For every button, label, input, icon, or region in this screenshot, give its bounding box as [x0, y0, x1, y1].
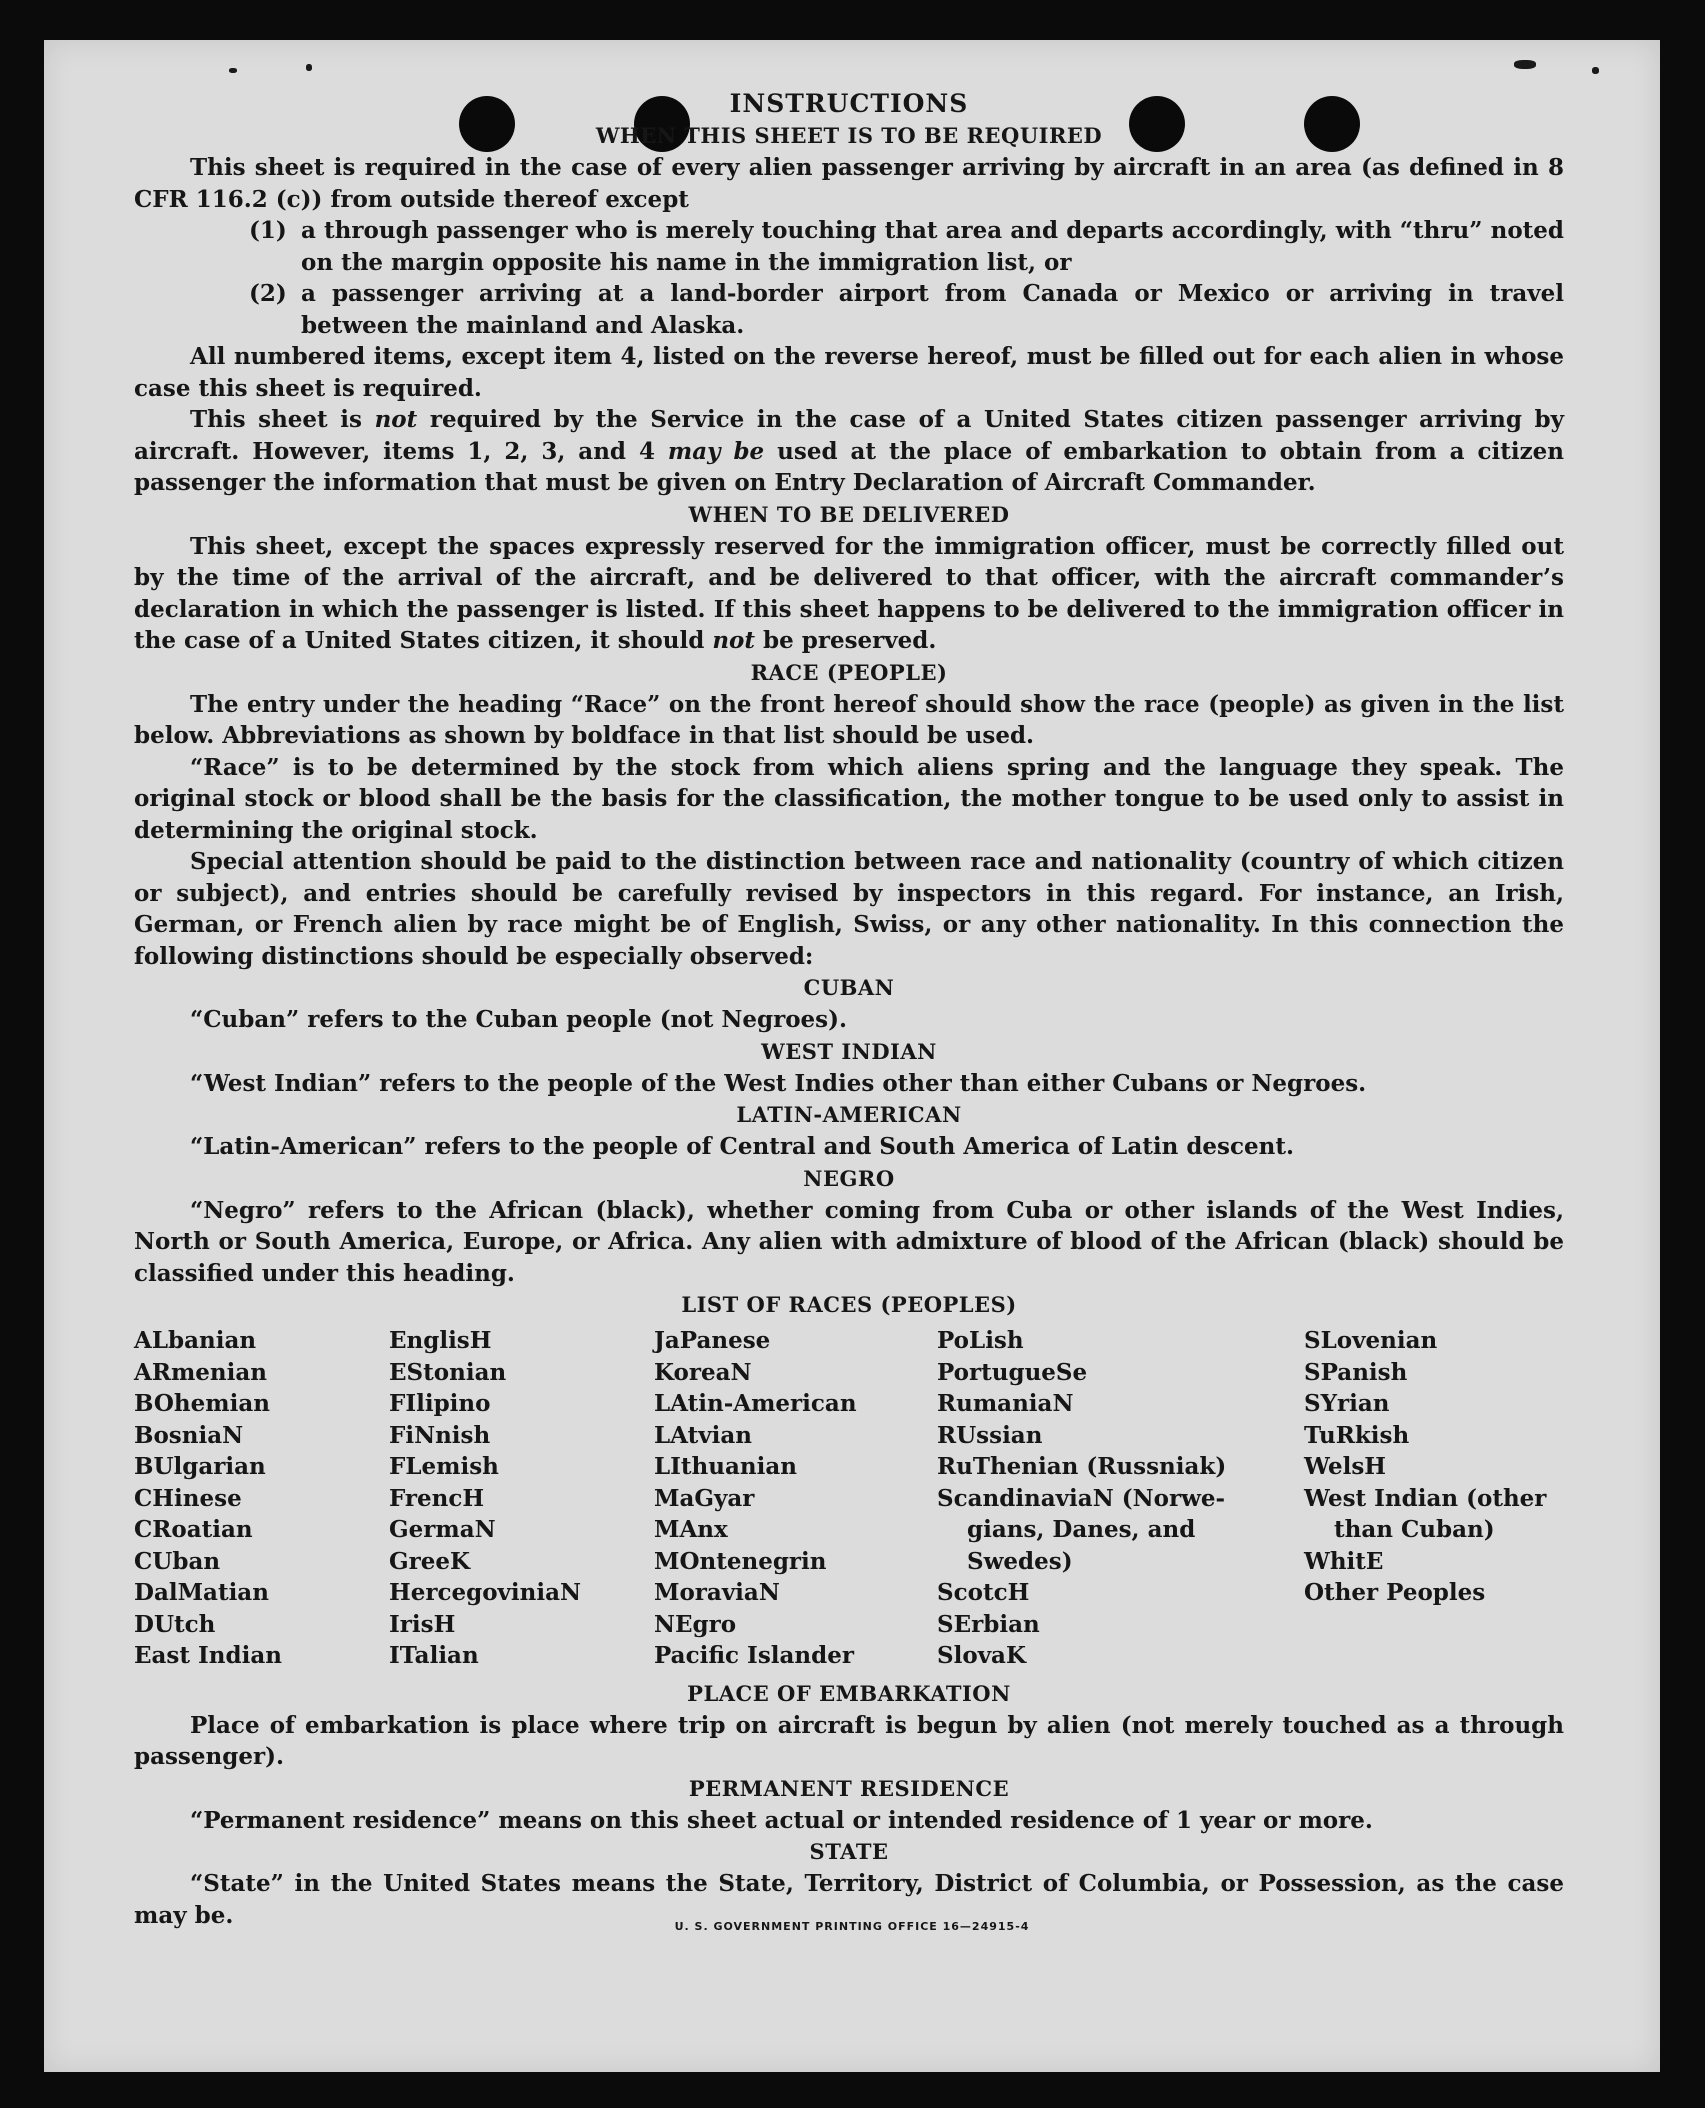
- section-heading-latin-american: LATIN-AMERICAN: [736, 1102, 962, 1127]
- race-item: PortugueSe: [937, 1358, 1088, 1386]
- race-item: NEgro: [654, 1610, 737, 1638]
- condition-item: [249, 215, 1564, 278]
- race-item: FLemish: [389, 1453, 499, 1480]
- section-heading-west-indian: WEST INDIAN: [761, 1038, 937, 1064]
- races-column-2: [389, 1325, 654, 1672]
- ink-speck: [1514, 60, 1536, 69]
- race-item: MoraviaN: [654, 1579, 780, 1606]
- race-item: CHinese: [134, 1484, 242, 1512]
- paragraph: This sheet is not required by the Service in the case of a United States citizen passenger arriving by aircraft. However, items 1, 2, 3, and 4 may be used at the place of embarkation to obtain from a citizen passenger the information that must be given on Entry Declaration of Aircraft Commander.: [134, 406, 1565, 496]
- race-item: BUlgarian: [134, 1453, 266, 1480]
- race-item: FrencH: [389, 1484, 485, 1512]
- race-item: RumaniaN: [937, 1390, 1074, 1417]
- section-heading-race: RACE (PEOPLE): [750, 659, 948, 685]
- section-heading-negro: NEGRO: [803, 1165, 895, 1191]
- race-item: Other Peoples: [1304, 1579, 1486, 1606]
- race-item: ScotcH: [937, 1579, 1030, 1606]
- race-item: WelsH: [1304, 1453, 1387, 1480]
- paragraph: “Race” is to be determined by the stock from which aliens spring and the language they speak. The original stock or blood shall be the basis for the classification, the mother tongue to be used only to assist in determining the original stock.: [134, 753, 1564, 844]
- paragraph: “West Indian” refers to the people of the West Indies other than either Cubans or Negroes.: [190, 1069, 1367, 1097]
- race-item: PoLish: [937, 1327, 1024, 1354]
- race-item: KoreaN: [654, 1358, 752, 1386]
- printer-imprint: U. S. GOVERNMENT PRINTING OFFICE 16—24915-4: [674, 1920, 1030, 1933]
- race-item: LAtvian: [654, 1421, 752, 1449]
- instructions-body: [134, 88, 1564, 1931]
- race-item: than Cuban): [1334, 1516, 1495, 1543]
- race-item: WhitE: [1304, 1547, 1384, 1575]
- item-number: (1): [249, 217, 287, 244]
- races-column-5: [1304, 1325, 1564, 1672]
- race-item: EnglisH: [389, 1327, 492, 1354]
- race-item: gians, Danes, and: [967, 1516, 1196, 1543]
- section-heading-cuban: CUBAN: [803, 975, 895, 1000]
- race-item: CRoatian: [134, 1516, 253, 1543]
- race-item: TuRkish: [1304, 1421, 1410, 1449]
- race-item: Pacific Islander: [654, 1642, 854, 1669]
- item-text: a passenger arriving at a land-border airport from Canada or Mexico or arriving in travel between the mainland and Alaska.: [301, 280, 1564, 339]
- race-item: RUssian: [937, 1421, 1043, 1449]
- race-item: SlovaK: [937, 1642, 1026, 1669]
- ink-speck: [229, 68, 237, 73]
- paragraph: “Cuban” refers to the Cuban people (not Negroes).: [190, 1006, 848, 1033]
- paragraph: Place of embarkation is place where trip on aircraft is begun by alien (not merely touched as a through passenger).: [134, 1711, 1564, 1770]
- race-item: West Indian (other: [1304, 1484, 1547, 1512]
- race-item: ALbanian: [134, 1327, 257, 1354]
- race-item: MaGyar: [654, 1484, 755, 1512]
- races-column-1: [134, 1325, 389, 1672]
- race-item: HercegoviniaN: [389, 1579, 582, 1606]
- paragraph: “Latin-American” refers to the people of Central and South America of Latin descent.: [190, 1133, 1294, 1160]
- paragraph: This sheet is required in the case of every alien passenger arriving by aircraft in an area (as defined in 8 CFR 116.2 (c)) from outside thereof except: [134, 154, 1564, 213]
- section-heading-races-list: LIST OF RACES (PEOPLES): [681, 1292, 1017, 1317]
- section-heading-embarkation: PLACE OF EMBARKATION: [687, 1680, 1011, 1706]
- race-item: MOntenegrin: [654, 1547, 827, 1575]
- race-item: JaPanese: [654, 1327, 771, 1354]
- section-heading-required: WHEN THIS SHEET IS TO BE REQUIRED: [595, 123, 1103, 148]
- page-heading: INSTRUCTIONS: [729, 89, 969, 118]
- race-item: Swedes): [967, 1547, 1073, 1575]
- section-heading-residence: PERMANENT RESIDENCE: [688, 1775, 1010, 1801]
- race-item: SLovenian: [1304, 1327, 1438, 1354]
- race-item: ARmenian: [134, 1358, 268, 1386]
- paragraph: The entry under the heading “Race” on the front hereof should show the race (people) as given in the list below. Abbreviations as shown by boldface in that list should be used.: [134, 690, 1564, 749]
- race-item: SPanish: [1304, 1358, 1408, 1386]
- section-heading-delivered: WHEN TO BE DELIVERED: [688, 501, 1010, 527]
- race-item: FIlipino: [389, 1390, 491, 1417]
- ink-speck: [1592, 67, 1599, 74]
- races-column-4: [937, 1325, 1304, 1672]
- race-item: EStonian: [389, 1358, 507, 1386]
- paragraph: “State” in the United States means the State, Territory, District of Columbia, or Possession, as the case may be.: [134, 1870, 1564, 1929]
- race-item: ITalian: [389, 1642, 479, 1669]
- race-item: FiNnish: [389, 1421, 491, 1449]
- item-number: (2): [249, 280, 287, 307]
- document-page: [44, 40, 1660, 2072]
- race-item: SErbian: [937, 1610, 1040, 1638]
- section-heading-state: STATE: [809, 1839, 889, 1864]
- paragraph: “Negro” refers to the African (black), whether coming from Cuba or other islands of the West Indies, North or South America, Europe, or Africa. Any alien with admixture of blood of the African (black) should be classified under this heading.: [134, 1196, 1564, 1287]
- race-item: LIthuanian: [654, 1453, 797, 1480]
- condition-item: [249, 278, 1564, 341]
- paragraph: “Permanent residence” means on this sheet actual or intended residence of 1 year or more.: [190, 1806, 1373, 1834]
- race-item: ScandinaviaN (Norwe-: [937, 1484, 1226, 1512]
- item-text: a through passenger who is merely touching that area and departs accordingly, with “thru” noted on the margin opposite his name in the immigration list, or: [301, 217, 1564, 276]
- race-item: GreeK: [389, 1547, 471, 1575]
- race-item: RuThenian (Russniak): [937, 1453, 1227, 1480]
- race-item: East Indian: [134, 1642, 282, 1669]
- race-item: LAtin-American: [654, 1390, 857, 1417]
- paragraph: All numbered items, except item 4, listed on the reverse hereof, must be filled out for each alien in whose case this sheet is required.: [134, 343, 1564, 402]
- paragraph: Special attention should be paid to the distinction between race and nationality (country of which citizen or subject), and entries should be carefully revised by inspectors in this regard. For instance, an Irish, German, or French alien by race might be of English, Swiss, or any other nationality. In this connection the following distinctions should be especially observed:: [134, 848, 1564, 970]
- races-column-3: [654, 1325, 937, 1672]
- race-item: IrisH: [389, 1610, 456, 1638]
- race-item: DUtch: [134, 1610, 216, 1638]
- race-item: BosniaN: [134, 1421, 244, 1449]
- race-item: DalMatian: [134, 1579, 269, 1606]
- race-item: BOhemian: [134, 1390, 270, 1417]
- race-item: CUban: [134, 1547, 221, 1575]
- ink-speck: [306, 64, 312, 71]
- race-item: GermaN: [389, 1516, 496, 1543]
- paragraph: This sheet, except the spaces expressly reserved for the immigration officer, must be correctly filled out by the time of the arrival of the aircraft, and be delivered to that officer, with the aircraft commander’s declaration in which the passenger is listed. If this sheet happens to be delivered to the immigration officer in the case of a United States citizen, it should not be preserved.: [134, 532, 1564, 654]
- race-item: SYrian: [1304, 1390, 1390, 1417]
- race-item: MAnx: [654, 1516, 728, 1543]
- races-list: [134, 1325, 1564, 1672]
